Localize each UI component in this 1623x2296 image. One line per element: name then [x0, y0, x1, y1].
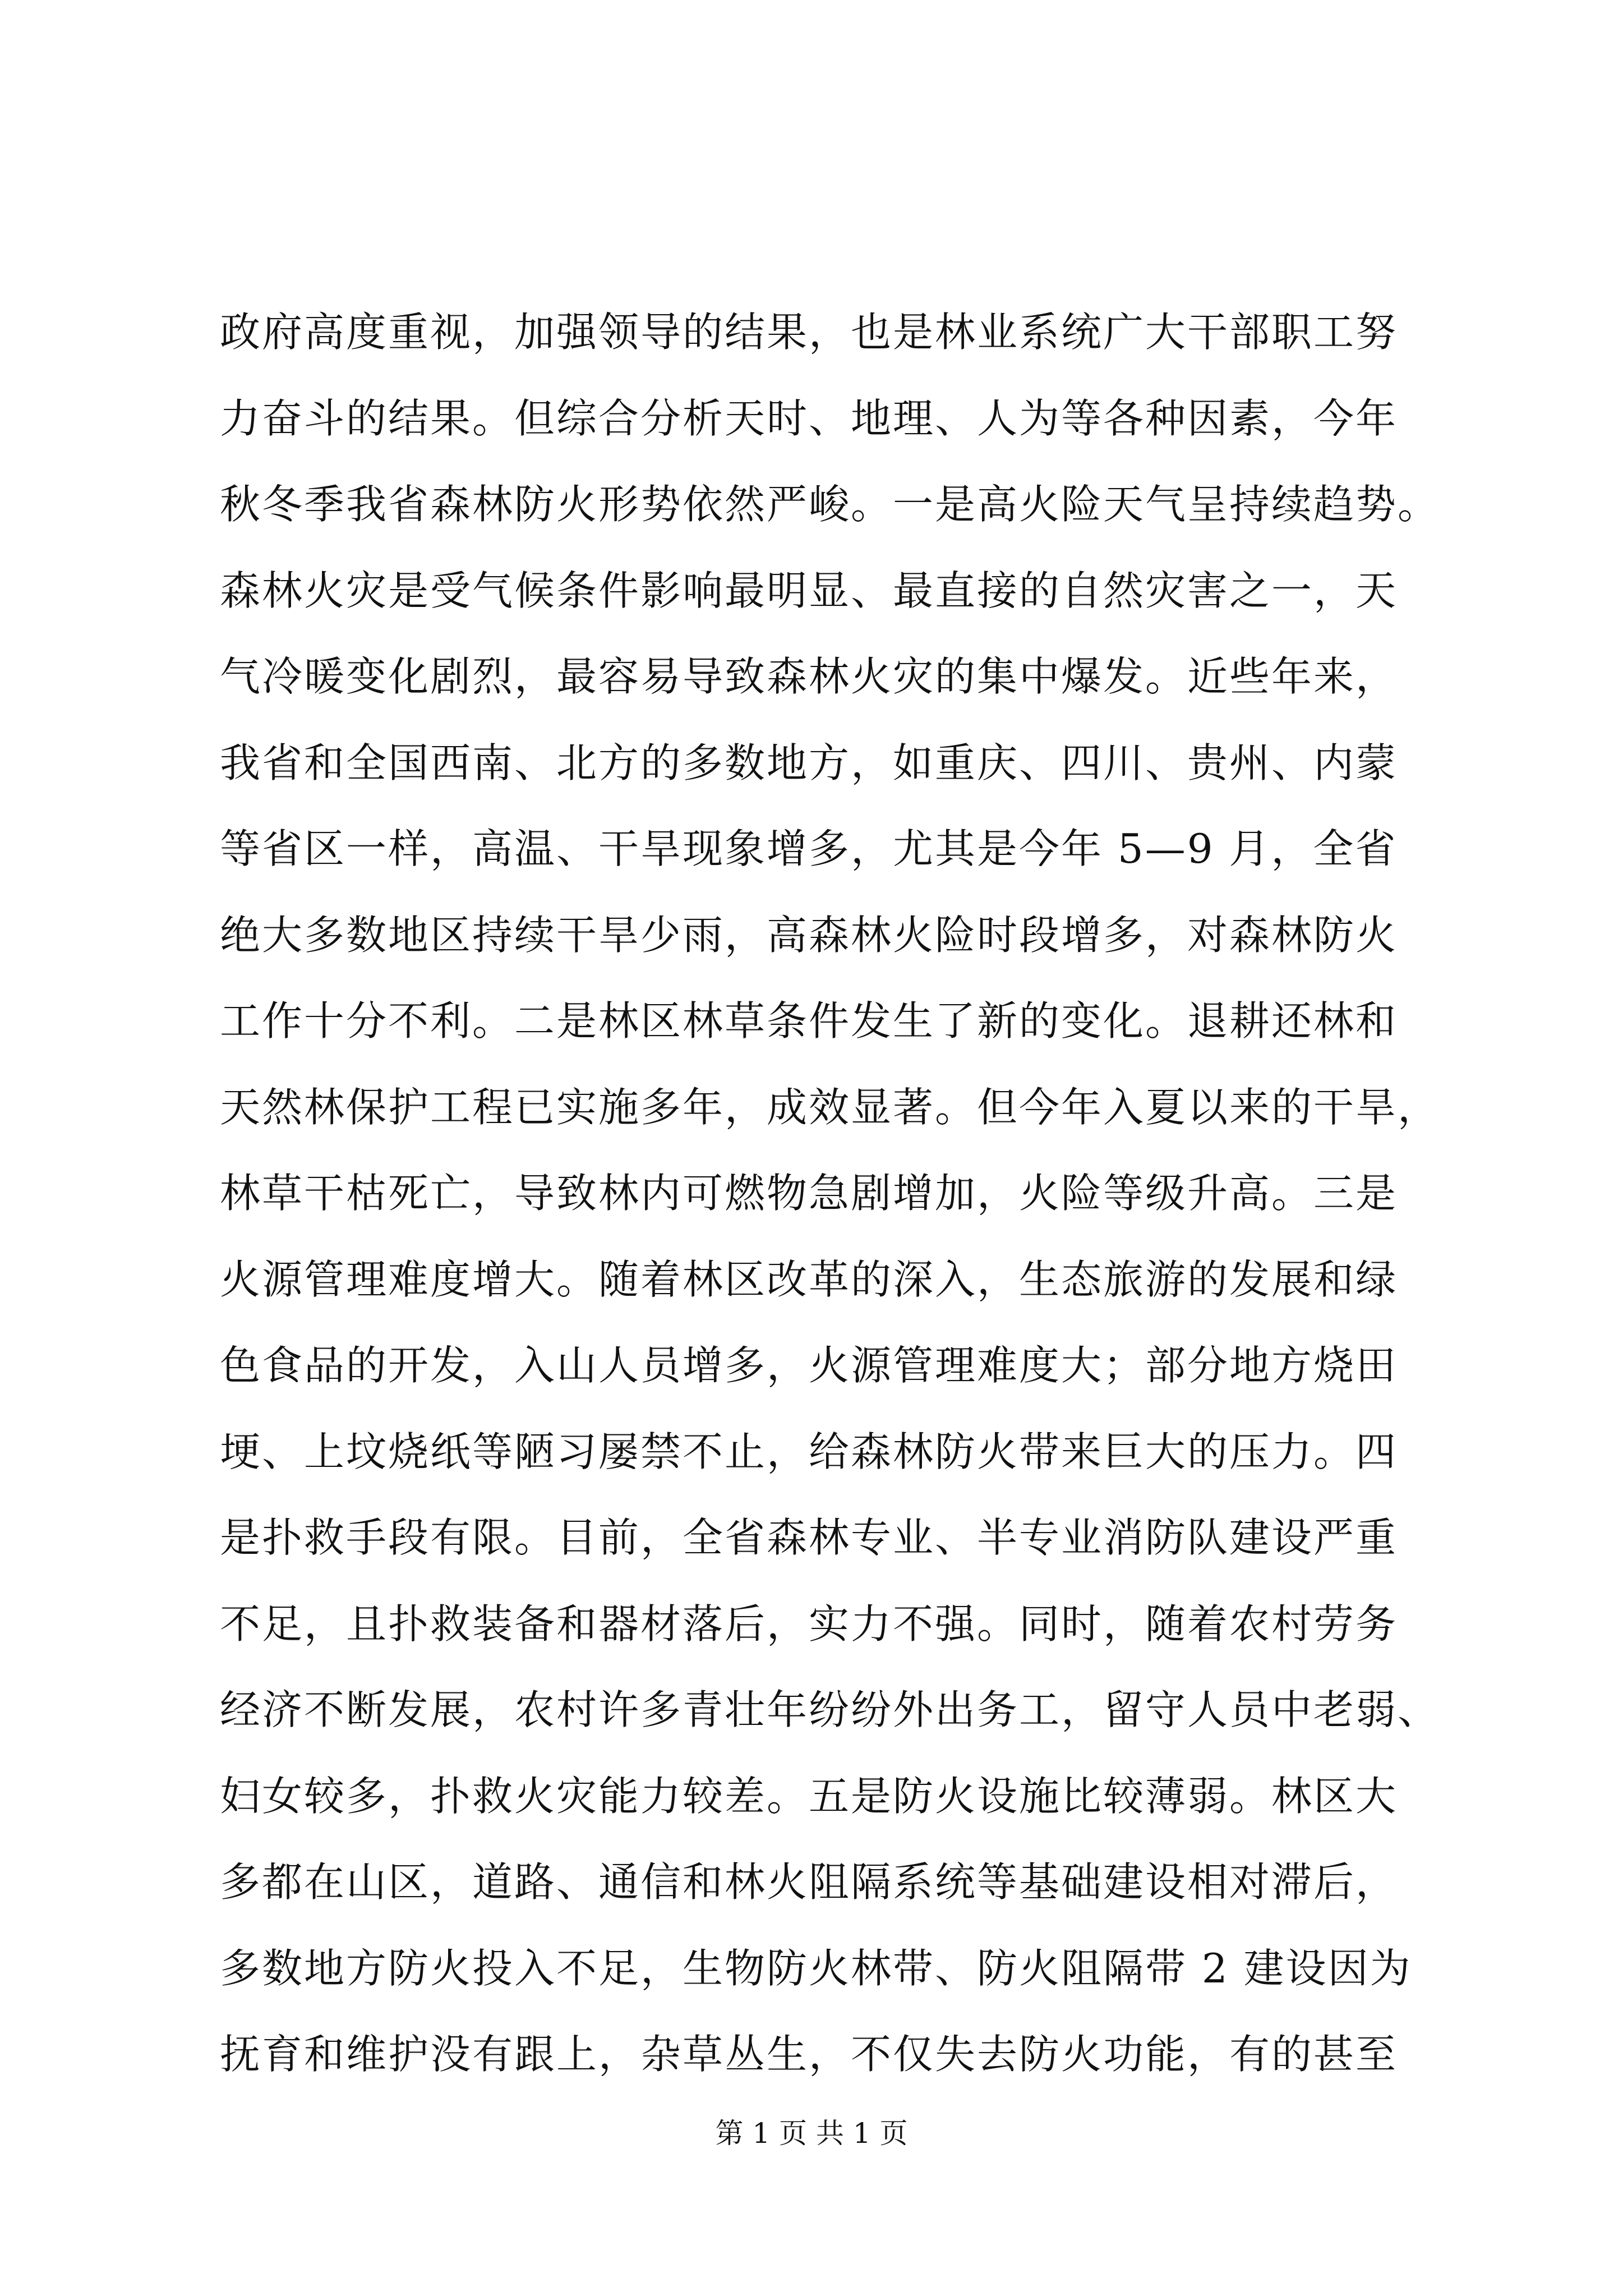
text-line: 政府高度重视，加强领导的结果，也是林业系统广大干部职工努	[220, 309, 1398, 356]
text-line: 森林火灾是受气候条件影响最明显、最直接的自然灾害之一，天	[220, 567, 1398, 614]
text-line: 是扑救手段有限。目前，全省森林专业、半专业消防队建设严重	[220, 1514, 1398, 1561]
text-line: 不足，且扑救装备和器材落后，实力不强。同时，随着农村劳务	[220, 1600, 1398, 1648]
text-line: 埂、上坟烧纸等陋习屡禁不止，给森林防火带来巨大的压力。四	[220, 1428, 1398, 1475]
text-line: 多都在山区，道路、通信和林火阻隔系统等基础建设相对滞后，	[220, 1858, 1398, 1906]
body-paragraph	[220, 289, 1470, 2098]
text-line: 色食品的开发，入山人员增多，火源管理难度大；部分地方烧田	[220, 1342, 1398, 1389]
text-line: 天然林保护工程已实施多年，成效显著。但今年入夏以来的干旱，	[220, 1083, 1440, 1131]
text-line: 多数地方防火投入不足，生物防火林带、防火阻隔带 2 建设因为	[220, 1944, 1412, 1992]
text-line: 林草干枯死亡，导致林内可燃物急剧增加，火险等级升高。三是	[220, 1170, 1398, 1217]
text-line: 妇女较多，扑救火灾能力较差。五是防火设施比较薄弱。林区大	[220, 1772, 1398, 1820]
text-line: 力奋斗的结果。但综合分析天时、地理、人为等各种因素，今年	[220, 394, 1398, 442]
text-line: 抚育和维护没有跟上，杂草丛生，不仅失去防火功能，有的甚至	[220, 2031, 1398, 2078]
text-line: 工作十分不利。二是林区林草条件发生了新的变化。退耕还林和	[220, 997, 1398, 1045]
text-line: 绝大多数地区持续干旱少雨，高森林火险时段增多，对森林防火	[220, 911, 1398, 959]
text-line: 经济不断发展，农村许多青壮年纷纷外出务工，留守人员中老弱、	[220, 1686, 1440, 1733]
page-number: 第 1 页 共 1 页	[715, 2117, 908, 2150]
text-line: 我省和全国西南、北方的多数地方，如重庆、四川、贵州、内蒙	[220, 739, 1398, 786]
text-line: 秋冬季我省森林防火形势依然严峻。一是高火险天气呈持续趋势。	[220, 481, 1440, 528]
text-line: 火源管理难度增大。随着林区改革的深入，生态旅游的发展和绿	[220, 1255, 1398, 1303]
page-footer	[0, 2114, 1623, 2153]
text-line: 气冷暖变化剧烈，最容易导致森林火灾的集中爆发。近些年来，	[220, 653, 1398, 700]
text-line: 等省区一样，高温、干旱现象增多，尤其是今年 5—9 月，全省	[220, 825, 1398, 872]
